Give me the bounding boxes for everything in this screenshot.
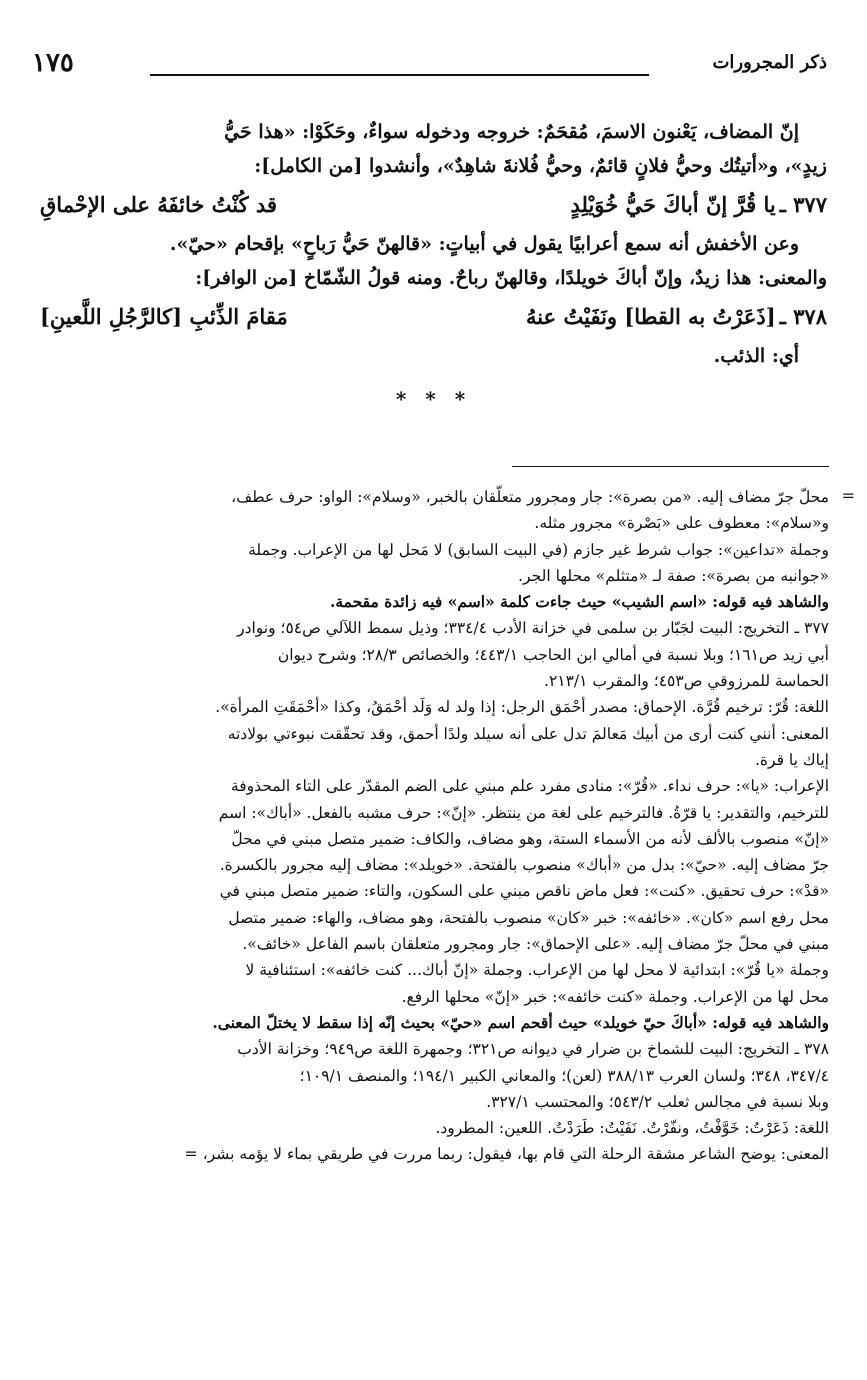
page-number: ١٧٥ xyxy=(32,48,74,78)
verse-number: ٣٧٧ ـ xyxy=(779,192,827,217)
footnote-line: و«سلام»: معطوف على «بَصْرة» مجرور مثله. xyxy=(534,514,829,533)
footnote-line: الحماسة للمرزوقي ص٤٥٣؛ والمقرب ٢١٣/١. xyxy=(544,672,829,691)
footnote-line: ٣٤٧/٤، ٣٤٨؛ ولسان العرب ٣٨٨/١٣ (لعن)؛ والمعاني الكبير ١٩٤/١؛ والمنصف ١٠٩/١؛ xyxy=(299,1066,829,1085)
paragraph-line: أي: الذئب. xyxy=(713,345,799,367)
footnote-line: وجملة «يا قُرّ»: ابتدائية لا محل لها من الإعراب. وجملة «إنّ أباك... كنت خائفه»: استئنافية لا xyxy=(245,961,829,980)
footnote-line: محل لها من الإعراب. وجملة «كنت خائفه»: خبر «إنّ» محلها الرفع. xyxy=(401,987,829,1006)
footnote-line: اللغة: ذَعَرْتُ: خَوَّفْتُ، ونفّرْتُ. نَفَيْتُ: طَرَدْتُ. اللعين: المطرود. xyxy=(435,1119,829,1138)
footnote-line: محل رفع اسم «كان». «خائفه»: خبر «كان» منصوب بالفتحة، وهو مضاف، والهاء: ضمير متصل xyxy=(228,908,829,927)
footnote-line: وبلا نسبة في مجالس ثعلب ٥٤٣/٢؛ والمحتسب ٣٢٧/١. xyxy=(486,1092,829,1111)
footnote-line: «إنّ» منصوب بالألف لأنه من الأسماء الستة، وهو مضاف، والكاف: ضمير متصل مبني في محلّ xyxy=(231,829,829,848)
footnote-line: «قدْ»: حرف تحقيق. «كنت»: فعل ماض ناقص مبني على السكون، والتاء: ضمير متصل مبني في xyxy=(219,882,829,901)
footnote-line xyxy=(40,1141,829,1167)
main-text xyxy=(40,115,827,411)
footnote-line: مبني في محلّ جرّ مضاف إليه. «على الإحماق»: جار ومجرور متعلقان باسم الفاعل «خائف». xyxy=(242,935,829,954)
footnote-line: والشاهد فيه قوله: «أباكَ حيّ خويلد» حيث أقحم اسم «حيّ» بحيث إنّه إذا سقط لا يختلّ المعنى. xyxy=(212,1012,829,1032)
verse-first-hemistich: [ذَعَرْتُ به القطا] ونَفَيْتُ عنهُ xyxy=(526,304,776,329)
paragraph-line: إنّ المضاف، يَعْنون الاسمَ، مُقحَمٌ: خروجه ودخوله سواءٌ، وحَكَوْا: «هذا حَيُّ xyxy=(224,121,799,143)
header-rule xyxy=(150,74,649,76)
verse-first-hemistich: يا قُرَّ إنّ أباكَ حَيُّ خُوَيْلِدٍ xyxy=(570,192,776,217)
footnote-line: جرّ مضاف إليه. «حيّ»: بدل من «أباك» منصوب بالفتحة. «خويلد»: مضاف إليه مجرور بالكسرة. xyxy=(219,856,829,875)
footnote-line: إياك يا قرة. xyxy=(754,750,829,769)
paragraph-line: والمعنى: هذا زيدٌ، وإنّ أباكَ خويلدًا، وقالهنّ رباحٌ. ومنه قولُ الشّمّاخ [من الوافر]: xyxy=(195,267,827,289)
footnote-line: الإعراب: «يا»: حرف نداء. «قُرّ»: منادى مفرد علم مبني على الضم المقدّر على التاء المحذوفة xyxy=(230,777,829,796)
running-title: ذكر المجرورات xyxy=(712,52,827,73)
verse-377 xyxy=(40,183,827,227)
footnote-text: المعنى: يوضح الشاعر مشقة الرحلة التي قام بها، فيقول: ربما مررت في طريقي بماء لا يؤمه بشر، xyxy=(202,1145,829,1164)
section-divider-stars: * * * xyxy=(395,387,472,411)
page-header xyxy=(32,48,827,88)
footnote-separator xyxy=(512,466,829,467)
footnote-line: ٣٧٨ ـ التخريج: البيت للشماخ بن ضرار في ديوانه ص٣٢١؛ وجمهرة اللغة ص٩٤٩؛ وخزانة الأدب xyxy=(237,1040,829,1059)
verse-second-hemistich: قد كُنْتُ خائفَهُ على الإحْماقِ xyxy=(40,192,277,217)
paragraph-line: وعن الأخفش أنه سمع أعرابيًا يقول في أبياتٍ: «قالهنّ حَيُّ رَباحٍ» بإقحام «حيّ». xyxy=(169,233,799,255)
paragraph-line: زيدٍ»، و«أتيتُك وحيُّ فلانٍ قائمٌ، وحيُّ فُلانةَ شاهِدٌ»، وأنشدوا [من الكامل]: xyxy=(254,155,827,177)
footnotes xyxy=(40,484,855,1168)
footnote-line: للترخيم، والتقدير: يا قرّةُ. فالترخيم على لغة من ينتظر. «إنّ»: حرف مشبه بالفعل. «أباك»: اسم xyxy=(218,803,829,822)
verse-378 xyxy=(40,295,827,339)
footnote-line: وجملة «تداعين»: جواب شرط غير جازم (في البيت السابق) لا مَحل لها من الإعراب. وجملة xyxy=(248,540,829,559)
footnote-line: أبي زيد ص١٦١؛ وبلا نسبة في أمالي ابن الحاجب ٤٤٣/١؛ والخصائص ٢٨/٣؛ وشرح ديوان xyxy=(277,645,829,664)
footnote-line: والشاهد فيه قوله: «اسم الشيب» حيث جاءت كلمة «اسم» فيه زائدة مقحمة. xyxy=(329,592,829,612)
verse-second-hemistich: مَقامَ الذِّئبِ [كالرَّجُلِ اللَّعينِ] xyxy=(40,304,288,329)
footnote-line: اللغة: قُرّ: ترخيم قُرَّة. الإحماق: مصدر أحْمَق الرجل: إذا ولد له وَلَد أحْمَقُ، وكذا «أحْمَقَتِ المرأة». xyxy=(215,698,829,717)
footnote-line: «جوانبه من بصرة»: صفة لـ «متثلم» محلها الجر. xyxy=(518,566,829,585)
footnote-line: محلّ جرّ مضاف إليه. «من بصرة»: جار ومجرور متعلّقان بالخبر، «وسلام»: الواو: حرف عطف، xyxy=(231,488,829,506)
footnote-line: ٣٧٧ ـ التخريج: البيت لجَبّار بن سلمى في خزانة الأدب ٣٣٤/٤؛ وذيل سمط اللآلي ص٥٤؛ ونوادر xyxy=(237,619,829,638)
verse-number: ٣٧٨ ـ xyxy=(779,304,827,329)
footnote-line: المعنى: أنني كنت أرى من أبيك مَعالمَ تدل على أنه سيلد ولدًا أحمق، وقد تحقّقت نبوءتي بولادته xyxy=(227,724,829,743)
continuation-mark: = xyxy=(841,486,855,505)
continuation-mark: = xyxy=(184,1144,198,1164)
